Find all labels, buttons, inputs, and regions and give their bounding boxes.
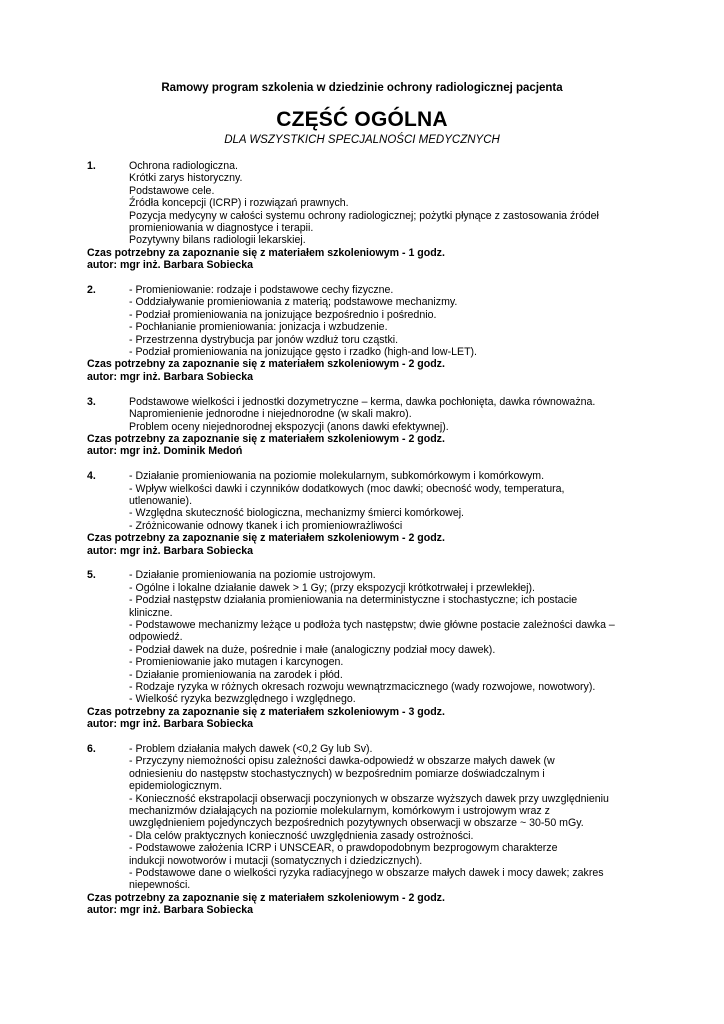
section-line: - Przyczyny niemożności opisu zależności dawka-odpowiedź w obszarze małych dawek (w xyxy=(129,755,555,768)
section-line: - Dla celów praktycznych konieczność uwzględnienia zasady ostrożności. xyxy=(129,829,474,842)
section-time-note: Czas potrzebny za zapoznanie się z materiałem szkoleniowym - 2 godz. xyxy=(87,432,445,445)
section-3 xyxy=(87,396,647,458)
section-1 xyxy=(87,160,647,272)
section-line: - Promieniowanie jako mutagen i karcynogen. xyxy=(129,656,344,669)
section-line: Pozycja medycyny w całości systemu ochrony radiologicznej; pożytki płynące z zastosowania źródeł xyxy=(129,209,599,222)
section-line: - Konieczność ekstrapolacji obserwacji poczynionych w obszarze wyższych dawek przy uwzględnieniu xyxy=(129,792,609,805)
section-line: - Działanie promieniowania na zarodek i płód. xyxy=(129,668,343,681)
page-title: CZĘŚĆ OGÓLNA xyxy=(276,108,448,131)
section-line: - Względna skuteczność biologiczna, mechanizmy śmierci komórkowej. xyxy=(129,507,465,520)
section-line: odniesieniu do następstw stochastycznych) w bezpośrednim pomiarze doświadczalnym i xyxy=(129,767,545,780)
section-line: - Przestrzenna dystrybucja par jonów wzdłuż toru cząstki. xyxy=(129,333,399,346)
section-lines xyxy=(129,396,647,433)
section-line: kliniczne. xyxy=(129,606,173,619)
section-line: Problem oceny niejednorodnej ekspozycji (anons dawki efektywnej). xyxy=(129,420,449,433)
section-5 xyxy=(87,569,647,730)
section-line: - Promieniowanie: rodzaje i podstawowe cechy fizyczne. xyxy=(129,284,394,297)
section-line: - Podstawowe założenia ICRP i UNSCEAR, o prawdopodobnym bezprogowym charakterze xyxy=(129,842,558,855)
section-row xyxy=(87,160,647,247)
section-line: mechanizmów działających na poziomie molekularnym, komórkowym i ustrojowym wraz z xyxy=(129,805,550,818)
section-line: - Oddziaływanie promieniowania z materią; podstawowe mechanizmy. xyxy=(129,296,458,309)
section-lines xyxy=(129,743,647,892)
document-header: Ramowy program szkolenia w dziedzinie ochrony radiologicznej pacjenta xyxy=(161,82,563,94)
section-line: indukcji nowotworów i mutacji (somatycznych i dziedzicznych). xyxy=(129,854,423,867)
section-number: 2. xyxy=(87,284,96,297)
section-time-note: Czas potrzebny za zapoznanie się z materiałem szkoleniowym - 2 godz. xyxy=(87,358,445,371)
section-author: autor: mgr inż. Barbara Sobiecka xyxy=(87,544,254,557)
section-line: - Wielkość ryzyka bezwzględnego i względnego. xyxy=(129,693,356,706)
section-number: 3. xyxy=(87,395,96,408)
section-line: - Podstawowe mechanizmy leżące u podłoża tych następstw; dwie główne postacie zależności dawka – xyxy=(129,618,615,631)
section-row xyxy=(87,470,647,532)
section-4 xyxy=(87,470,647,557)
section-line: uwzględnieniem pojedynczych bezpośrednich pozytywnych obserwacji w obszarze ~ 30-50 mGy. xyxy=(129,817,584,830)
section-time-note: Czas potrzebny za zapoznanie się z materiałem szkoleniowym - 2 godz. xyxy=(87,891,445,904)
section-row xyxy=(87,284,647,358)
section-line: Pozytywny bilans radiologii lekarskiej. xyxy=(129,234,306,247)
section-line: promieniowania w diagnostyce i terapii. xyxy=(129,222,314,235)
section-author: autor: mgr inż. Dominik Medoń xyxy=(87,445,243,458)
section-number: 1. xyxy=(87,160,96,172)
section-line: utlenowanie). xyxy=(129,494,193,507)
section-line: niepewności. xyxy=(129,879,191,892)
section-6 xyxy=(87,743,647,917)
section-time-note: Czas potrzebny za zapoznanie się z materiałem szkoleniowym - 3 godz. xyxy=(87,705,445,718)
section-time-note: Czas potrzebny za zapoznanie się z materiałem szkoleniowym - 1 godz. xyxy=(87,246,445,259)
section-line: Napromienienie jednorodne i niejednorodne (w skali makro). xyxy=(129,408,412,421)
section-line: epidemiologicznym. xyxy=(129,780,223,793)
section-number: 6. xyxy=(87,743,96,756)
section-line: Podstawowe wielkości i jednostki dozymetryczne – kerma, dawka pochłonięta, dawka równoważna. xyxy=(129,395,596,408)
section-row xyxy=(87,396,647,433)
section-line: - Zróżnicowanie odnowy tkanek i ich promieniowrażliwości xyxy=(129,519,403,532)
section-line: - Rodzaje ryzyka w różnych okresach rozwoju wewnątrzmacicznego (wady rozwojowe, nowotwory). xyxy=(129,681,596,693)
section-line: - Działanie promieniowania na poziomie ustrojowym. xyxy=(129,569,376,582)
section-number: 4. xyxy=(87,470,96,483)
sections-list xyxy=(87,160,647,929)
section-line: Ochrona radiologiczna. xyxy=(129,160,238,172)
section-line: odpowiedź. xyxy=(129,631,183,644)
section-time-note: Czas potrzebny za zapoznanie się z materiałem szkoleniowym - 2 godz. xyxy=(87,532,445,545)
section-row xyxy=(87,569,647,705)
section-author: autor: mgr inż. Barbara Sobiecka xyxy=(87,259,254,272)
section-line: - Pochłanianie promieniowania: jonizacja i wzbudzenie. xyxy=(129,321,388,334)
section-line: - Podział dawek na duże, pośrednie i małe (analogiczny podział mocy dawek). xyxy=(129,643,496,656)
section-line: - Wpływ wielkości dawki i czynników dodatkowych (moc dawki; obecność wody, temperatura, xyxy=(129,482,565,495)
section-author: autor: mgr inż. Barbara Sobiecka xyxy=(87,904,254,917)
section-line: - Podstawowe dane o wielkości ryzyka radiacyjnego w obszarze małych dawek i mocy dawek; zakres xyxy=(129,867,604,880)
section-lines xyxy=(129,284,647,358)
section-line: - Problem działania małych dawek (<0,2 Gy lub Sv). xyxy=(129,743,373,756)
section-line: - Podział promieniowania na jonizujące bezpośrednio i pośrednio. xyxy=(129,308,437,321)
section-line: Źródła koncepcji (ICRP) i rozwiązań prawnych. xyxy=(129,197,349,210)
section-line: - Podział promieniowania na jonizujące gęsto i rzadko (high-and low-LET). xyxy=(129,346,478,359)
section-author: autor: mgr inż. Barbara Sobiecka xyxy=(87,370,254,383)
section-line: - Ogólne i lokalne działanie dawek > 1 Gy; (przy ekspozycji krótkotrwałej i przewlekłej). xyxy=(129,581,535,594)
section-line: Podstawowe cele. xyxy=(129,184,215,197)
page-subtitle: DLA WSZYSTKICH SPECJALNOŚCI MEDYCZNYCH xyxy=(224,134,500,146)
section-lines xyxy=(129,569,647,705)
section-lines xyxy=(129,160,647,247)
section-number: 5. xyxy=(87,569,96,582)
section-line: - Podział następstw działania promieniowania na deterministyczne i stochastyczne; ich postacie xyxy=(129,594,578,607)
section-lines xyxy=(129,470,647,532)
section-author: autor: mgr inż. Barbara Sobiecka xyxy=(87,718,254,731)
section-line: - Działanie promieniowania na poziomie molekularnym, subkomórkowym i komórkowym. xyxy=(129,470,545,483)
section-line: Krótki zarys historyczny. xyxy=(129,172,243,185)
section-row xyxy=(87,743,647,892)
section-2 xyxy=(87,284,647,383)
